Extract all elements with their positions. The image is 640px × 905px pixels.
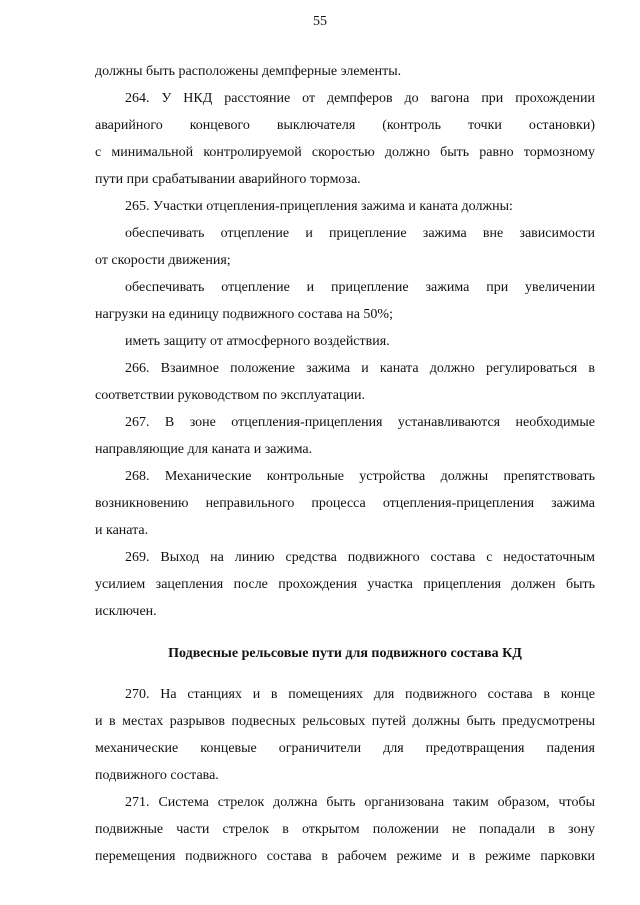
text-line: направляющие для каната и зажима. xyxy=(95,442,313,457)
text-line: 264. У НКД расстояние от демпферов до вагона при прохождении xyxy=(125,91,595,106)
paragraph-265-item-3 xyxy=(95,328,595,355)
text-line: иметь защиту от атмосферного воздействия. xyxy=(125,334,390,349)
text-line: 269. Выход на линию средства подвижного состава с недостаточным xyxy=(125,550,595,565)
paragraph-269 xyxy=(95,544,595,625)
paragraph-264 xyxy=(95,85,595,193)
text-line: нагрузки на единицу подвижного состава на 50%; xyxy=(95,307,393,322)
text-line: обеспечивать отцепление и прицепление зажима при увеличении xyxy=(125,280,595,295)
document-body xyxy=(95,58,595,870)
text-line: и каната. xyxy=(95,523,149,538)
text-line: с минимальной контролируемой скоростью должно быть равно тормозному xyxy=(95,145,595,160)
page-number: 55 xyxy=(313,14,327,29)
text-line: 271. Система стрелок должна быть организована таким образом, чтобы xyxy=(125,795,595,810)
paragraph-continuation xyxy=(95,58,595,85)
paragraph-271 xyxy=(95,789,595,870)
paragraph-270 xyxy=(95,681,595,789)
text-line: усилием зацепления после прохождения участка прицепления должен быть xyxy=(95,577,595,592)
text-line: 266. Взаимное положение зажима и каната должно регулироваться в xyxy=(125,361,595,376)
paragraph-267 xyxy=(95,409,595,463)
text-line: от скорости движения; xyxy=(95,253,231,268)
text-line: 267. В зоне отцепления-прицепления устанавливаются необходимые xyxy=(125,415,595,430)
text-line: подвижные части стрелок в открытом положении не попадали в зону xyxy=(95,822,595,837)
paragraph-266 xyxy=(95,355,595,409)
text-line: механические концевые ограничители для предотвращения падения xyxy=(95,741,595,756)
paragraph-265-item-2 xyxy=(95,274,595,328)
text-line: соответствии руководством по эксплуатации. xyxy=(95,388,365,403)
text-line: исключен. xyxy=(95,604,157,619)
text-line: возникновению неправильного процесса отцепления-прицепления зажима xyxy=(95,496,595,511)
paragraph-268 xyxy=(95,463,595,544)
text-line: и в местах разрывов подвесных рельсовых путей должны быть предусмотрены xyxy=(95,714,595,729)
text-line: должны быть расположены демпферные элементы. xyxy=(95,64,402,79)
text-line: 265. Участки отцепления-прицепления зажима и каната должны: xyxy=(125,199,513,214)
section-heading: Подвесные рельсовые пути для подвижного состава КД xyxy=(168,646,522,661)
paragraph-265 xyxy=(95,193,595,220)
text-line: аварийного концевого выключателя (контроль точки остановки) xyxy=(95,118,595,133)
text-line: подвижного состава. xyxy=(95,768,219,783)
text-line: пути при срабатывании аварийного тормоза. xyxy=(95,172,361,187)
text-line: 268. Механические контрольные устройства должны препятствовать xyxy=(125,469,595,484)
text-line: 270. На станциях и в помещениях для подвижного состава в конце xyxy=(125,687,595,702)
paragraph-265-item-1 xyxy=(95,220,595,274)
text-line: перемещения подвижного состава в рабочем режиме и в режиме парковки xyxy=(95,849,595,864)
text-line: обеспечивать отцепление и прицепление зажима вне зависимости xyxy=(125,226,595,241)
